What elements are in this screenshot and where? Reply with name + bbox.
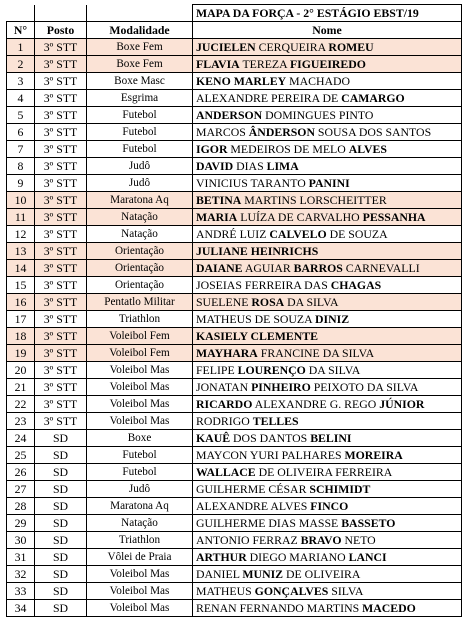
cell-nome bbox=[193, 583, 462, 600]
cell-posto: 3º STT bbox=[35, 158, 87, 175]
cell-posto: 3º STT bbox=[35, 396, 87, 413]
name-part: ALEXANDRE PEREIRA DE bbox=[196, 90, 342, 105]
cell-number: 5 bbox=[7, 107, 35, 124]
name-part: SOUSA DOS SANTOS bbox=[314, 124, 432, 139]
table-title: MAPA DA FORÇA - 2° ESTÁGIO EBST/19 bbox=[193, 5, 462, 22]
name-part-bold: DAVID bbox=[196, 158, 234, 173]
table-row bbox=[7, 243, 462, 260]
table-row bbox=[7, 175, 462, 192]
cell-number: 7 bbox=[7, 141, 35, 158]
cell-modalidade: Voleibol Fem bbox=[87, 345, 193, 362]
cell-posto: SD bbox=[35, 515, 87, 532]
name-part-bold: CALVELO bbox=[269, 226, 327, 241]
name-part: RENAN FERNANDO MARTINS bbox=[196, 600, 363, 615]
cell-posto: SD bbox=[35, 481, 87, 498]
cell-modalidade: Voleibol Mas bbox=[87, 600, 193, 617]
blank-cell bbox=[87, 5, 193, 22]
cell-nome bbox=[193, 600, 462, 617]
name-part-bold: JÚNIOR bbox=[379, 396, 425, 411]
name-part: DA SILVA bbox=[305, 362, 361, 377]
cell-nome bbox=[193, 430, 462, 447]
cell-modalidade: Triathlon bbox=[87, 311, 193, 328]
cell-posto: 3º STT bbox=[35, 107, 87, 124]
blank-cell bbox=[7, 5, 35, 22]
name-part: CERQUEIRA bbox=[255, 39, 329, 54]
cell-modalidade: Voleibol Mas bbox=[87, 396, 193, 413]
table-row bbox=[7, 447, 462, 464]
table-row bbox=[7, 566, 462, 583]
cell-nome bbox=[193, 311, 462, 328]
cell-posto: SD bbox=[35, 532, 87, 549]
name-part-bold: MACEDO bbox=[362, 600, 416, 615]
table-row bbox=[7, 396, 462, 413]
table-row bbox=[7, 277, 462, 294]
cell-nome bbox=[193, 73, 462, 90]
name-part: MATHEUS bbox=[196, 583, 255, 598]
name-part: MEDEIROS DE MELO bbox=[227, 141, 349, 156]
name-part-bold: FLAVIA bbox=[196, 56, 240, 71]
name-part: SILVA bbox=[328, 583, 364, 598]
cell-nome bbox=[193, 294, 462, 311]
cell-number: 3 bbox=[7, 73, 35, 90]
table-row bbox=[7, 124, 462, 141]
cell-nome bbox=[193, 345, 462, 362]
header-posto: Posto bbox=[35, 22, 87, 39]
name-part: SUELENE bbox=[196, 294, 252, 309]
cell-number: 34 bbox=[7, 600, 35, 617]
name-part-bold: PANINI bbox=[308, 175, 350, 190]
name-part-bold: CAMARGO bbox=[341, 90, 405, 105]
cell-number: 28 bbox=[7, 498, 35, 515]
cell-number: 15 bbox=[7, 277, 35, 294]
cell-modalidade: Voleibol Mas bbox=[87, 379, 193, 396]
name-part-bold: ALVES bbox=[348, 141, 387, 156]
cell-modalidade: Boxe Masc bbox=[87, 73, 193, 90]
table-row bbox=[7, 328, 462, 345]
name-part: DANIEL bbox=[196, 566, 243, 581]
name-part-bold: ROSA bbox=[251, 294, 285, 309]
cell-number: 14 bbox=[7, 260, 35, 277]
cell-number: 27 bbox=[7, 481, 35, 498]
cell-posto: 3º STT bbox=[35, 260, 87, 277]
name-part: LUÍZA DE CARVALHO bbox=[237, 209, 363, 224]
cell-modalidade: Boxe Fem bbox=[87, 39, 193, 56]
name-part-bold: MUNIZ bbox=[242, 566, 284, 581]
cell-nome bbox=[193, 260, 462, 277]
header-num: N° bbox=[7, 22, 35, 39]
table-row bbox=[7, 73, 462, 90]
cell-nome bbox=[193, 447, 462, 464]
cell-posto: 3º STT bbox=[35, 56, 87, 73]
cell-posto: 3º STT bbox=[35, 226, 87, 243]
name-part: DA SILVA bbox=[284, 294, 339, 309]
name-part: GUILHERME CÉSAR bbox=[196, 481, 310, 496]
name-part-bold: CHAGAS bbox=[330, 277, 382, 292]
table-row bbox=[7, 362, 462, 379]
cell-number: 24 bbox=[7, 430, 35, 447]
cell-posto: 3º STT bbox=[35, 277, 87, 294]
cell-number: 1 bbox=[7, 39, 35, 56]
name-part: NETO bbox=[341, 532, 376, 547]
table-row bbox=[7, 583, 462, 600]
cell-modalidade: Boxe Fem bbox=[87, 56, 193, 73]
name-part: AGUIAR bbox=[242, 260, 294, 275]
cell-posto: 3º STT bbox=[35, 362, 87, 379]
cell-modalidade: Boxe bbox=[87, 430, 193, 447]
name-part-bold: FINCO bbox=[310, 498, 349, 513]
table-row bbox=[7, 464, 462, 481]
cell-posto: SD bbox=[35, 430, 87, 447]
name-part-bold: KENO MARLEY bbox=[196, 73, 287, 88]
cell-modalidade: Vôlei de Praia bbox=[87, 549, 193, 566]
name-part-bold: DAIANE bbox=[196, 260, 243, 275]
cell-posto: 3º STT bbox=[35, 328, 87, 345]
cell-posto: SD bbox=[35, 566, 87, 583]
cell-posto: SD bbox=[35, 447, 87, 464]
cell-modalidade: Natação bbox=[87, 226, 193, 243]
name-part: DIEGO MARIANO bbox=[246, 549, 349, 564]
cell-number: 2 bbox=[7, 56, 35, 73]
cell-nome bbox=[193, 90, 462, 107]
name-part: FRANCINE DA SILVA bbox=[257, 345, 375, 360]
table-row bbox=[7, 158, 462, 175]
cell-modalidade: Voleibol Mas bbox=[87, 362, 193, 379]
name-part-bold: BRAVO bbox=[300, 532, 342, 547]
cell-nome bbox=[193, 226, 462, 243]
cell-nome bbox=[193, 328, 462, 345]
cell-modalidade: Futebol bbox=[87, 464, 193, 481]
force-map-table bbox=[6, 4, 462, 617]
cell-nome bbox=[193, 243, 462, 260]
name-part: MAYCON YURI PALHARES bbox=[196, 447, 345, 462]
name-part-bold: JUCIELEN bbox=[196, 39, 256, 54]
cell-nome bbox=[193, 379, 462, 396]
table-row bbox=[7, 90, 462, 107]
cell-nome bbox=[193, 277, 462, 294]
name-part-bold: BETINA bbox=[196, 192, 242, 207]
cell-posto: SD bbox=[35, 549, 87, 566]
name-part: GUILHERME DIAS MASSE bbox=[196, 515, 342, 530]
name-part: RODRIGO bbox=[196, 413, 253, 428]
cell-posto: 3º STT bbox=[35, 413, 87, 430]
name-part-bold: IGOR bbox=[196, 141, 228, 156]
cell-modalidade: Futebol bbox=[87, 447, 193, 464]
cell-number: 8 bbox=[7, 158, 35, 175]
cell-posto: SD bbox=[35, 498, 87, 515]
cell-number: 16 bbox=[7, 294, 35, 311]
cell-number: 20 bbox=[7, 362, 35, 379]
cell-modalidade: Futebol bbox=[87, 107, 193, 124]
cell-nome bbox=[193, 515, 462, 532]
cell-nome bbox=[193, 481, 462, 498]
cell-nome bbox=[193, 107, 462, 124]
cell-nome bbox=[193, 464, 462, 481]
cell-posto: 3º STT bbox=[35, 175, 87, 192]
name-part-bold: PINHEIRO bbox=[251, 379, 311, 394]
cell-modalidade: Voleibol Mas bbox=[87, 583, 193, 600]
cell-posto: SD bbox=[35, 464, 87, 481]
name-part: VINICIUS TARANTO bbox=[196, 175, 309, 190]
cell-nome bbox=[193, 498, 462, 515]
table-row bbox=[7, 600, 462, 617]
name-part-bold: MAYHARA bbox=[196, 345, 258, 360]
name-part-bold: SCHIMIDT bbox=[309, 481, 371, 496]
name-part: DE OLIVEIRA FERREIRA bbox=[255, 464, 393, 479]
name-part-bold: MOREIRA bbox=[344, 447, 403, 462]
name-part-bold: BARROS bbox=[293, 260, 343, 275]
name-part: JOSEIAS FERREIRA DAS bbox=[196, 277, 331, 292]
cell-nome bbox=[193, 56, 462, 73]
cell-number: 13 bbox=[7, 243, 35, 260]
table-row bbox=[7, 294, 462, 311]
cell-posto: 3º STT bbox=[35, 379, 87, 396]
cell-modalidade: Orientação bbox=[87, 260, 193, 277]
name-part-bold: DINIZ bbox=[314, 311, 350, 326]
cell-number: 30 bbox=[7, 532, 35, 549]
table-row bbox=[7, 209, 462, 226]
name-part: PEIXOTO DA SILVA bbox=[310, 379, 419, 394]
cell-modalidade: Futebol bbox=[87, 141, 193, 158]
table-row bbox=[7, 498, 462, 515]
name-part-bold: KASIELY CLEMENTE bbox=[196, 328, 319, 343]
cell-modalidade: Voleibol Fem bbox=[87, 328, 193, 345]
cell-posto: 3º STT bbox=[35, 141, 87, 158]
cell-posto: 3º STT bbox=[35, 243, 87, 260]
cell-number: 31 bbox=[7, 549, 35, 566]
name-part: DE SOUZA bbox=[326, 226, 388, 241]
table-row bbox=[7, 430, 462, 447]
cell-posto: 3º STT bbox=[35, 124, 87, 141]
cell-number: 6 bbox=[7, 124, 35, 141]
name-part-bold: WALLACE bbox=[196, 464, 256, 479]
header-row bbox=[7, 22, 462, 39]
name-part: ANTONIO FERRAZ bbox=[196, 532, 301, 547]
table-body bbox=[7, 5, 462, 617]
cell-number: 17 bbox=[7, 311, 35, 328]
name-part-bold: LIMA bbox=[266, 158, 299, 173]
name-part: TEREZA bbox=[239, 56, 290, 71]
cell-modalidade: Natação bbox=[87, 515, 193, 532]
name-part-bold: LANCI bbox=[348, 549, 387, 564]
name-part: DOS DANTOS bbox=[230, 430, 311, 445]
cell-nome bbox=[193, 209, 462, 226]
cell-modalidade: Orientação bbox=[87, 277, 193, 294]
name-part: DE OLIVEIRA bbox=[283, 566, 361, 581]
table-row bbox=[7, 532, 462, 549]
name-part: ALEXANDRE G. REGO bbox=[252, 396, 380, 411]
name-part: DIAS bbox=[233, 158, 267, 173]
table-row bbox=[7, 481, 462, 498]
cell-nome bbox=[193, 124, 462, 141]
header-modalidade: Modalidade bbox=[87, 22, 193, 39]
table-row bbox=[7, 413, 462, 430]
table-row bbox=[7, 192, 462, 209]
name-part: MATHEUS DE SOUZA bbox=[196, 311, 315, 326]
cell-posto: SD bbox=[35, 600, 87, 617]
table-row bbox=[7, 107, 462, 124]
cell-nome bbox=[193, 175, 462, 192]
cell-number: 22 bbox=[7, 396, 35, 413]
cell-modalidade: Judô bbox=[87, 481, 193, 498]
cell-number: 10 bbox=[7, 192, 35, 209]
name-part-bold: MARIA bbox=[196, 209, 238, 224]
blank-cell bbox=[35, 5, 87, 22]
name-part-bold: BELINI bbox=[310, 430, 352, 445]
name-part-bold: FIGUEIREDO bbox=[289, 56, 366, 71]
name-part-bold: ÂNDERSON bbox=[248, 124, 315, 139]
name-part-bold: BASSETO bbox=[341, 515, 396, 530]
cell-modalidade: Orientação bbox=[87, 243, 193, 260]
table-row bbox=[7, 345, 462, 362]
name-part: CARNEVALLI bbox=[342, 260, 420, 275]
table-row bbox=[7, 515, 462, 532]
cell-posto: 3º STT bbox=[35, 345, 87, 362]
cell-posto: 3º STT bbox=[35, 294, 87, 311]
cell-number: 9 bbox=[7, 175, 35, 192]
cell-nome bbox=[193, 39, 462, 56]
cell-number: 26 bbox=[7, 464, 35, 481]
table-row bbox=[7, 549, 462, 566]
name-part: ANDRÉ LUIZ bbox=[196, 226, 270, 241]
cell-modalidade: Voleibol Mas bbox=[87, 566, 193, 583]
cell-nome bbox=[193, 158, 462, 175]
table-row bbox=[7, 141, 462, 158]
name-part: FELIPE bbox=[196, 362, 238, 377]
name-part: ALEXANDRE ALVES bbox=[196, 498, 311, 513]
name-part: MARTINS LORSCHEITTER bbox=[241, 192, 387, 207]
cell-posto: 3º STT bbox=[35, 192, 87, 209]
name-part: MACHADO bbox=[286, 73, 351, 88]
cell-posto: 3º STT bbox=[35, 209, 87, 226]
cell-posto: 3º STT bbox=[35, 311, 87, 328]
cell-posto: 3º STT bbox=[35, 39, 87, 56]
name-part-bold: ANDERSON bbox=[196, 107, 263, 122]
cell-nome bbox=[193, 362, 462, 379]
name-part-bold: ARTHUR bbox=[196, 549, 247, 564]
table-row bbox=[7, 226, 462, 243]
name-part-bold: ROMEU bbox=[328, 39, 374, 54]
cell-nome bbox=[193, 532, 462, 549]
cell-modalidade: Judô bbox=[87, 175, 193, 192]
cell-number: 4 bbox=[7, 90, 35, 107]
name-part: JONATAN bbox=[196, 379, 252, 394]
cell-nome bbox=[193, 396, 462, 413]
cell-modalidade: Natação bbox=[87, 209, 193, 226]
cell-number: 18 bbox=[7, 328, 35, 345]
cell-modalidade: Futebol bbox=[87, 124, 193, 141]
cell-posto: 3º STT bbox=[35, 90, 87, 107]
cell-posto: 3º STT bbox=[35, 73, 87, 90]
cell-number: 21 bbox=[7, 379, 35, 396]
cell-number: 29 bbox=[7, 515, 35, 532]
cell-number: 25 bbox=[7, 447, 35, 464]
table-row bbox=[7, 260, 462, 277]
cell-number: 32 bbox=[7, 566, 35, 583]
cell-modalidade: Voleibol Mas bbox=[87, 413, 193, 430]
cell-number: 23 bbox=[7, 413, 35, 430]
cell-number: 33 bbox=[7, 583, 35, 600]
cell-nome bbox=[193, 413, 462, 430]
name-part-bold: JULIANE HEINRICHS bbox=[196, 243, 319, 258]
cell-modalidade: Esgrima bbox=[87, 90, 193, 107]
cell-modalidade: Maratona Aq bbox=[87, 498, 193, 515]
cell-modalidade: Maratona Aq bbox=[87, 192, 193, 209]
name-part-bold: LOURENÇO bbox=[237, 362, 306, 377]
name-part: MARCOS bbox=[196, 124, 249, 139]
name-part-bold: TELLES bbox=[252, 413, 299, 428]
cell-nome bbox=[193, 141, 462, 158]
cell-modalidade: Triathlon bbox=[87, 532, 193, 549]
cell-nome bbox=[193, 192, 462, 209]
table-row bbox=[7, 311, 462, 328]
cell-nome bbox=[193, 549, 462, 566]
name-part-bold: RICARDO bbox=[196, 396, 253, 411]
cell-nome bbox=[193, 566, 462, 583]
cell-posto: SD bbox=[35, 583, 87, 600]
cell-modalidade: Judô bbox=[87, 158, 193, 175]
cell-number: 19 bbox=[7, 345, 35, 362]
name-part-bold: PESSANHA bbox=[362, 209, 426, 224]
table-row bbox=[7, 379, 462, 396]
header-nome: Nome bbox=[193, 22, 462, 39]
name-part-bold: GONÇALVES bbox=[254, 583, 329, 598]
cell-number: 11 bbox=[7, 209, 35, 226]
name-part: DOMINGUES PINTO bbox=[262, 107, 374, 122]
name-part-bold: KAUÊ bbox=[196, 430, 231, 445]
table-row bbox=[7, 39, 462, 56]
cell-number: 12 bbox=[7, 226, 35, 243]
cell-modalidade: Pentatlo Militar bbox=[87, 294, 193, 311]
title-row bbox=[7, 5, 462, 22]
table-row bbox=[7, 56, 462, 73]
